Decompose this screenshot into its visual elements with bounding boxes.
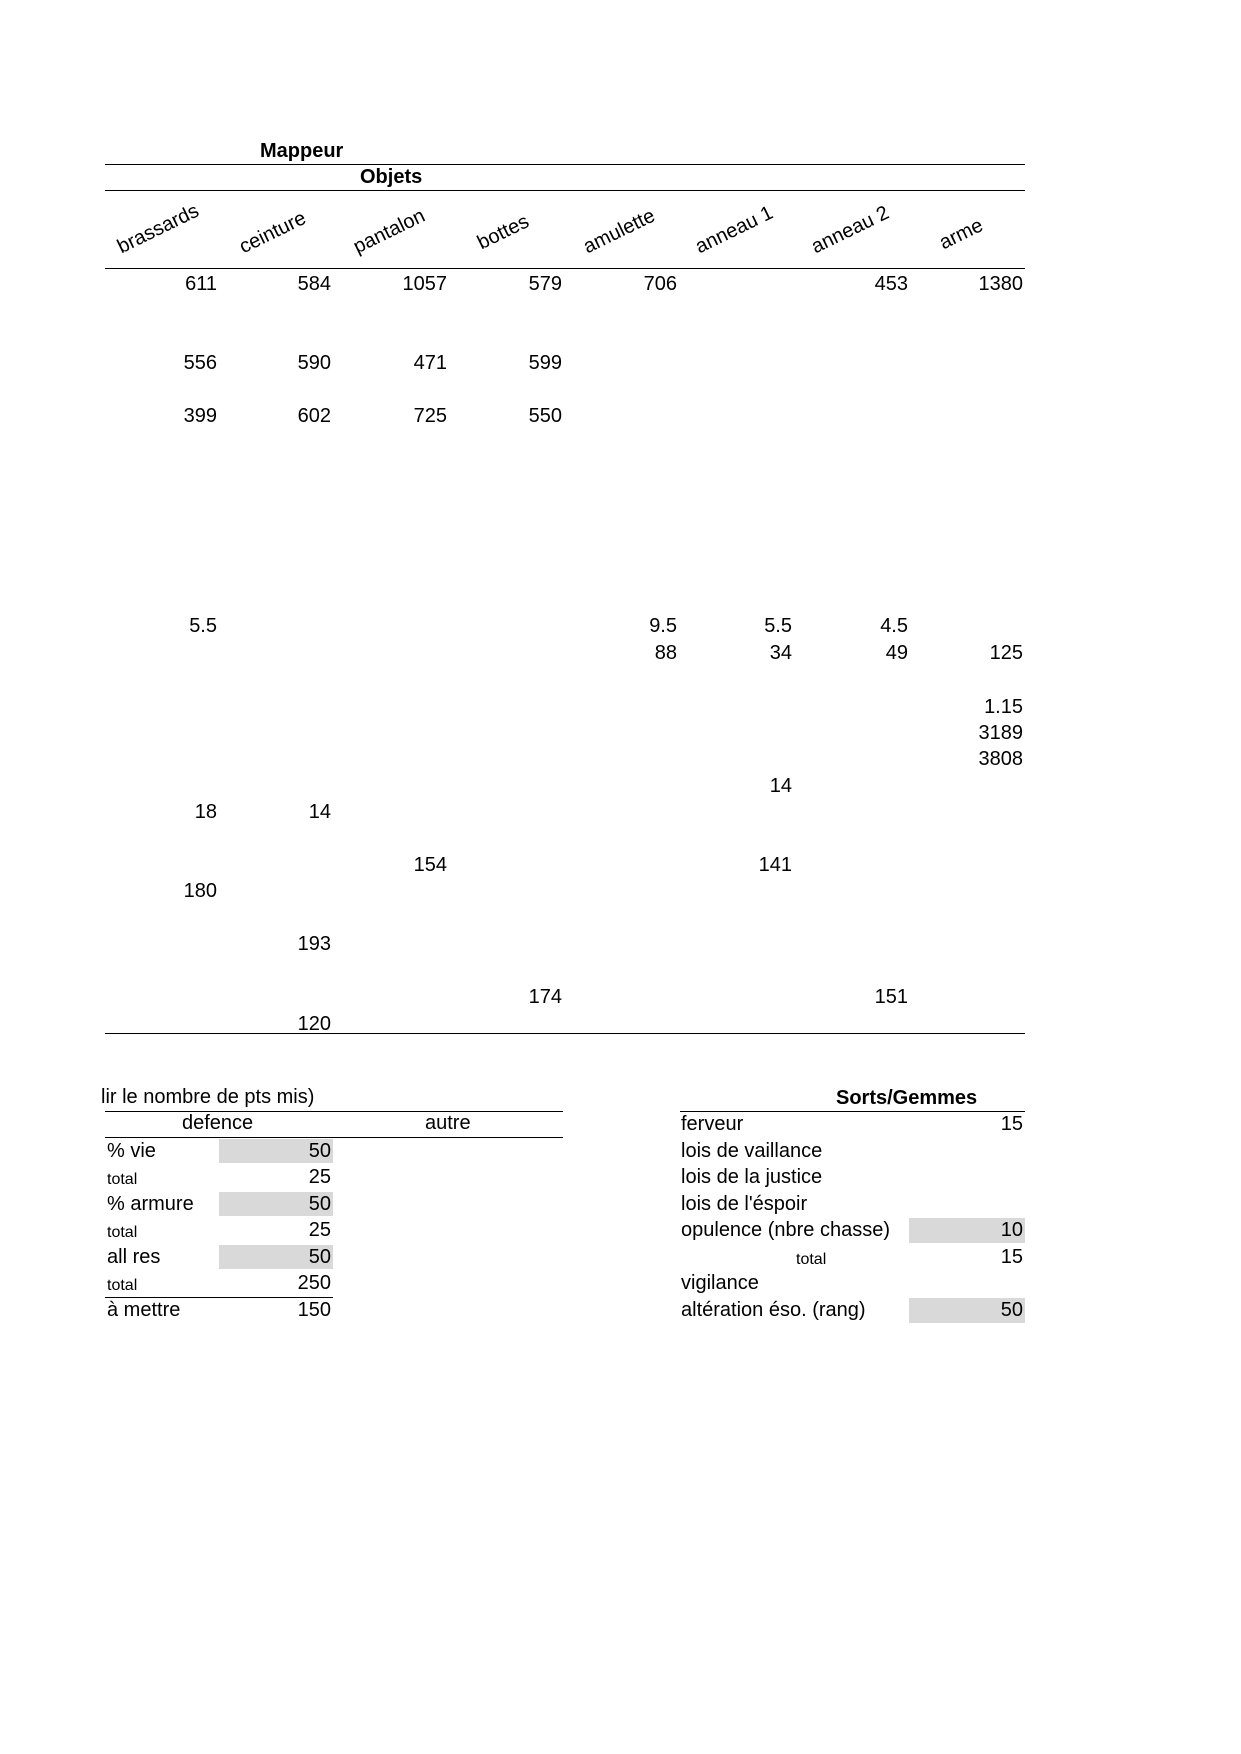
grid-cell: 14 [308, 801, 331, 823]
value-total-vie: 25 [308, 1166, 331, 1188]
label-opulence: opulence (nbre chasse) [681, 1219, 891, 1241]
value-total-res: 250 [297, 1272, 331, 1294]
value-total-armure: 25 [308, 1219, 331, 1241]
input-opulence[interactable]: 10 [1000, 1219, 1023, 1241]
grid-cell: 556 [183, 352, 217, 374]
label-alteration-eso: altération éso. (rang) [681, 1299, 866, 1321]
divider [105, 268, 1025, 269]
divider [105, 1297, 333, 1298]
grid-cell: 579 [528, 273, 562, 295]
grid-cell: 590 [297, 352, 331, 374]
label-all-res: all res [107, 1246, 161, 1268]
col-header-autre: autre [425, 1112, 471, 1134]
grid-cell: 141 [758, 854, 792, 876]
grid-cell: 453 [874, 273, 908, 295]
column-header-brassards: brassards [113, 199, 203, 259]
grid-cell: 34 [769, 642, 792, 664]
grid-cell: 120 [297, 1013, 331, 1035]
value-ferveur: 15 [1000, 1113, 1023, 1135]
divider [680, 1111, 1025, 1112]
grid-cell: 49 [885, 642, 908, 664]
divider [105, 190, 1025, 191]
input-vie[interactable]: 50 [308, 1140, 331, 1162]
grid-cell: 5.5 [189, 615, 217, 637]
grid-cell: 706 [643, 273, 677, 295]
label-vie: % vie [107, 1140, 156, 1162]
grid-cell: 151 [874, 986, 908, 1008]
column-header-anneau-2: anneau 2 [807, 201, 893, 259]
right-panel-title: Sorts/Gemmes [836, 1087, 978, 1109]
grid-cell: 174 [528, 986, 562, 1008]
value-total-opulence: 15 [1000, 1246, 1023, 1268]
grid-cell: 9.5 [649, 615, 677, 637]
grid-cell: 18 [194, 801, 217, 823]
grid-cell: 725 [413, 405, 447, 427]
column-header-anneau-1: anneau 1 [691, 201, 777, 259]
grid-cell: 154 [413, 854, 447, 876]
grid-cell: 602 [297, 405, 331, 427]
divider [105, 164, 1025, 165]
grid-cell: 471 [413, 352, 447, 374]
grid-cell: 1380 [978, 273, 1023, 295]
label-ferveur: ferveur [681, 1113, 744, 1135]
label-total: total [107, 1277, 138, 1294]
grid-cell: 193 [297, 933, 331, 955]
grid-cell: 88 [654, 642, 677, 664]
grid-cell: 125 [989, 642, 1023, 664]
column-header-pantalon: pantalon [349, 204, 429, 259]
label-lois-de-l-espoir: lois de l'éspoir [681, 1193, 808, 1215]
grid-cell: 1057 [402, 273, 447, 295]
grid-cell: 3808 [978, 748, 1023, 770]
value-a-mettre: 150 [297, 1299, 331, 1321]
divider [105, 1137, 563, 1138]
label-lois-de-vaillance: lois de vaillance [681, 1140, 823, 1162]
col-header-defence: defence [182, 1112, 254, 1134]
grid-cell: 584 [297, 273, 331, 295]
input-alteration-eso[interactable]: 50 [1000, 1299, 1023, 1321]
section-title: Mappeur [260, 140, 344, 162]
label-total: total [796, 1251, 827, 1268]
left-panel-caption: lir le nombre de pts mis) [101, 1086, 315, 1108]
grid-cell: 14 [769, 775, 792, 797]
input-all-res[interactable]: 50 [308, 1246, 331, 1268]
label-lois-de-la-justice: lois de la justice [681, 1166, 823, 1188]
grid-cell: 4.5 [880, 615, 908, 637]
label-total: total [107, 1224, 138, 1241]
grid-cell: 3189 [978, 722, 1023, 744]
label-a-mettre: à mettre [107, 1299, 181, 1321]
grid-cell: 5.5 [764, 615, 792, 637]
label-vigilance: vigilance [681, 1272, 759, 1294]
grid-cell: 599 [528, 352, 562, 374]
column-header-bottes: bottes [473, 210, 533, 255]
column-header-arme: arme [935, 214, 987, 255]
grid-cell: 1.15 [984, 696, 1023, 718]
grid-cell: 550 [528, 405, 562, 427]
input-armure[interactable]: 50 [308, 1193, 331, 1215]
label-armure: % armure [107, 1193, 194, 1215]
grid-cell: 399 [183, 405, 217, 427]
column-header-ceinture: ceinture [235, 207, 310, 259]
divider [105, 1111, 563, 1112]
grid-cell: 180 [183, 880, 217, 902]
grid-cell: 611 [185, 273, 217, 295]
divider [105, 1033, 1025, 1034]
label-total: total [107, 1171, 138, 1188]
objets-title: Objets [360, 166, 423, 188]
column-header-amulette: amulette [579, 204, 659, 259]
